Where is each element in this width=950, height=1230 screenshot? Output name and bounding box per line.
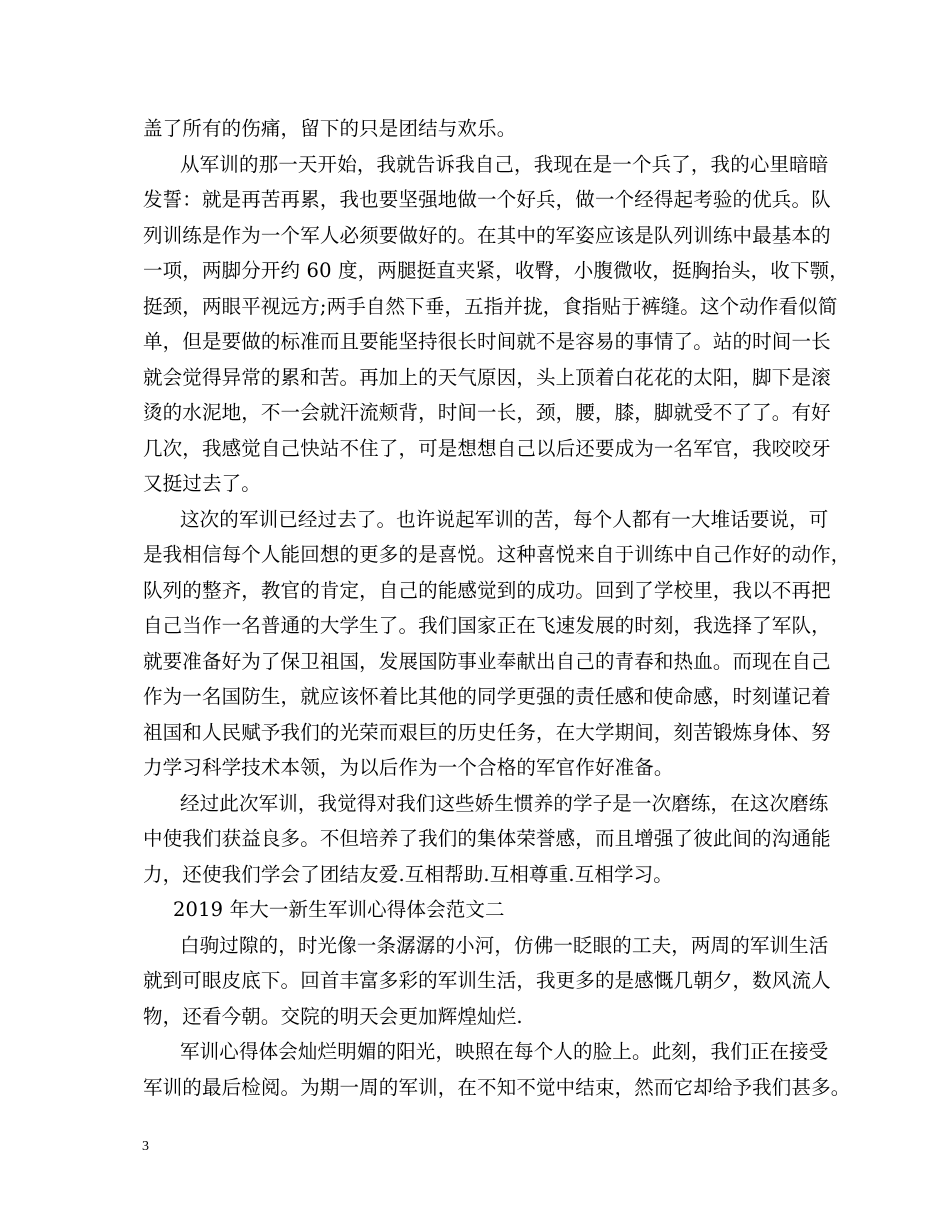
text-line: 就要准备好为了保卫祖国，发展国防事业奉献出自己的青春和热血。而现在自己 bbox=[143, 649, 831, 673]
text-line: 一项，两脚分开约 60 度，两腿挺直夹紧，收臀，小腹微收，挺胸抬头，收下颚， bbox=[143, 259, 849, 282]
text-line: 白驹过隙的，时光像一条潺潺的小河，仿佛一眨眼的工夫，两周的军训生活 bbox=[180, 933, 829, 957]
text-line: 力，还使我们学会了团结友爱.互相帮助.互相尊重.互相学习。 bbox=[143, 862, 673, 886]
text-line: 从军训的那一天开始，我就告诉我自己，我现在是一个兵了，我的心里暗暗 bbox=[180, 152, 829, 176]
body-text bbox=[143, 114, 851, 1108]
text-line: 自己当作一名普通的大学生了。我们国家正在飞速发展的时刻，我选择了军队， bbox=[143, 614, 831, 637]
text-line: 作为一名国防生，就应该怀着比其他的同学更强的责任感和使命感，时刻谨记着 bbox=[143, 685, 831, 708]
text-line: 挺颈，两眼平视远方;两手自然下垂，五指并拢，食指贴于裤缝。这个动作看似简 bbox=[143, 294, 838, 318]
text-line: 军训的最后检阅。为期一周的军训，在不知不觉中结束，然而它却给予我们甚多。 bbox=[143, 1075, 851, 1099]
text-line: 就到可眼皮底下。回首丰富多彩的军训生活，我更多的是感慨几朝夕，数风流人 bbox=[143, 969, 831, 992]
text-line: 这次的军训已经过去了。也许说起军训的苦，每个人都有一大堆话要说，可 bbox=[180, 507, 829, 531]
text-line: 经过此次军训，我觉得对我们这些娇生惯养的学子是一次磨练，在这次磨练 bbox=[180, 791, 829, 815]
text-line: 队列的整齐，教官的肯定，自己的能感觉到的成功。回到了学校里，我以不再把 bbox=[143, 578, 831, 602]
text-line: 中使我们获益良多。不但培养了我们的集体荣誉感，而且增强了彼此间的沟通能 bbox=[143, 827, 831, 850]
text-line: 几次，我感觉自己快站不住了，可是想想自己以后还要成为一名军官，我咬咬牙 bbox=[143, 436, 831, 460]
text-line: 列训练是作为一个军人必须要做好的。在其中的军姿应该是队列训练中最基本的 bbox=[143, 223, 831, 247]
text-line: 物，还看今朝。交院的明天会更加辉煌灿烂. bbox=[143, 1004, 523, 1028]
text-line: 力学习科学技术本领，为以后作为一个合格的军官作好准备。 bbox=[143, 756, 674, 779]
text-line: 单，但是要做的标准而且要能坚持很长时间就不是容易的事情了。站的时间一长 bbox=[143, 330, 831, 353]
text-line: 又挺过去了。 bbox=[143, 472, 261, 495]
text-line: 烫的水泥地，不一会就汗流颊背，时间一长，颈，腰，膝，脚就受不了了。有好 bbox=[143, 401, 831, 424]
text-line: 军训心得体会灿烂明媚的阳光，映照在每个人的脸上。此刻，我们正在接受 bbox=[180, 1040, 829, 1063]
text-line: 盖了所有的伤痛，留下的只是团结与欢乐。 bbox=[143, 117, 517, 140]
text-line: 是我相信每个人能回想的更多的是喜悦。这种喜悦来自于训练中自己作好的动作， bbox=[143, 543, 851, 566]
section-heading: 2019 年大一新生军训心得体会范文二 bbox=[173, 898, 505, 921]
text-line: 发誓：就是再苦再累，我也要坚强地做一个好兵，做一个经得起考验的优兵。队 bbox=[143, 188, 831, 211]
page-number: 3 bbox=[142, 1139, 149, 1154]
text-line: 祖国和人民赋予我们的光荣而艰巨的历史任务，在大学期间，刻苦锻炼身体、努 bbox=[143, 720, 831, 744]
text-line: 就会觉得异常的累和苦。再加上的天气原因，头上顶着白花花的太阳，脚下是滚 bbox=[143, 365, 831, 389]
